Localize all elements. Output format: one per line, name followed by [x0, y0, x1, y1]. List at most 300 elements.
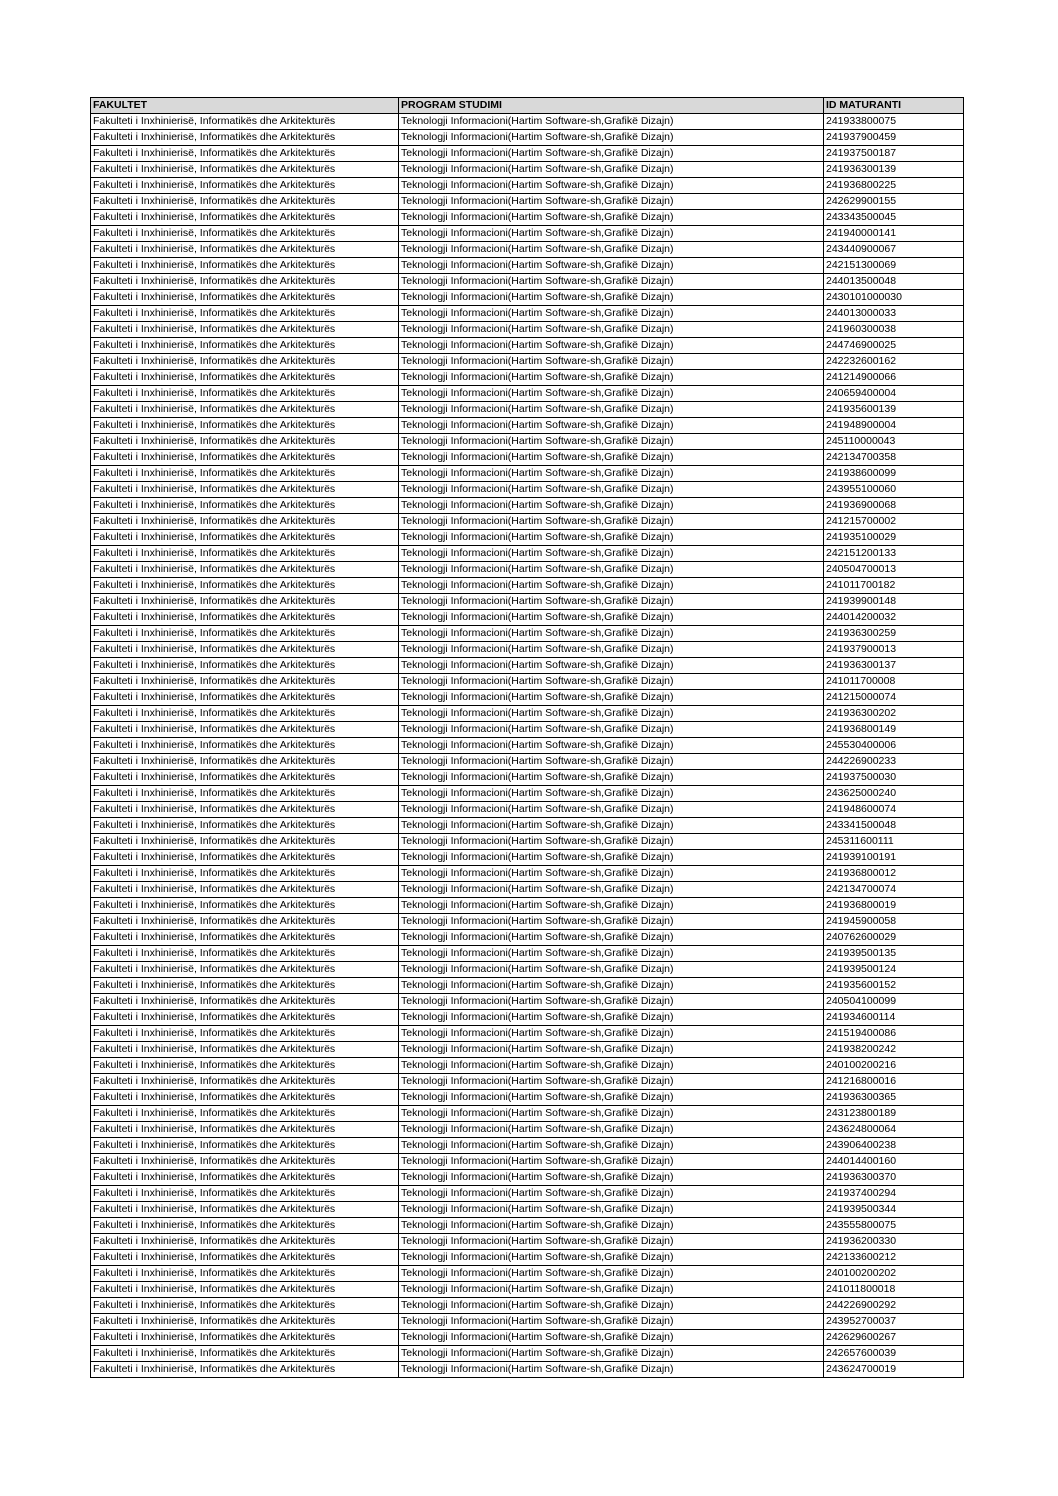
program-cell: Teknologji Informacioni(Hartim Software-sh,Grafikë Dizajn) [399, 594, 824, 610]
program-cell: Teknologji Informacioni(Hartim Software-sh,Grafikë Dizajn) [399, 242, 824, 258]
id-maturanti-cell: 243555800075 [824, 1218, 964, 1234]
table-row [91, 610, 964, 626]
fakultet-cell: Fakulteti i Inxhinierisë, Informatikës dhe Arkitekturës [91, 706, 399, 722]
fakultet-cell: Fakulteti i Inxhinierisë, Informatikës dhe Arkitekturës [91, 1330, 399, 1346]
fakultet-cell: Fakulteti i Inxhinierisë, Informatikës dhe Arkitekturës [91, 1346, 399, 1362]
id-maturanti-cell: 244013000033 [824, 306, 964, 322]
program-cell: Teknologji Informacioni(Hartim Software-sh,Grafikë Dizajn) [399, 1090, 824, 1106]
fakultet-cell: Fakulteti i Inxhinierisë, Informatikës dhe Arkitekturës [91, 1074, 399, 1090]
table-row [91, 1170, 964, 1186]
program-cell: Teknologji Informacioni(Hartim Software-sh,Grafikë Dizajn) [399, 674, 824, 690]
program-cell: Teknologji Informacioni(Hartim Software-sh,Grafikë Dizajn) [399, 1266, 824, 1282]
program-cell: Teknologji Informacioni(Hartim Software-sh,Grafikë Dizajn) [399, 306, 824, 322]
table-row [91, 930, 964, 946]
fakultet-cell: Fakulteti i Inxhinierisë, Informatikës dhe Arkitekturës [91, 818, 399, 834]
table-row [91, 706, 964, 722]
fakultet-cell: Fakulteti i Inxhinierisë, Informatikës dhe Arkitekturës [91, 258, 399, 274]
program-cell: Teknologji Informacioni(Hartim Software-sh,Grafikë Dizajn) [399, 1250, 824, 1266]
table-row [91, 626, 964, 642]
id-maturanti-cell: 241936800012 [824, 866, 964, 882]
fakultet-cell: Fakulteti i Inxhinierisë, Informatikës dhe Arkitekturës [91, 466, 399, 482]
fakultet-cell: Fakulteti i Inxhinierisë, Informatikës dhe Arkitekturës [91, 1314, 399, 1330]
program-cell: Teknologji Informacioni(Hartim Software-sh,Grafikë Dizajn) [399, 194, 824, 210]
program-cell: Teknologji Informacioni(Hartim Software-sh,Grafikë Dizajn) [399, 114, 824, 130]
fakultet-cell: Fakulteti i Inxhinierisë, Informatikës dhe Arkitekturës [91, 546, 399, 562]
table-row [91, 642, 964, 658]
id-maturanti-cell: 241936300259 [824, 626, 964, 642]
fakultet-cell: Fakulteti i Inxhinierisë, Informatikës dhe Arkitekturës [91, 978, 399, 994]
program-cell: Teknologji Informacioni(Hartim Software-sh,Grafikë Dizajn) [399, 402, 824, 418]
id-maturanti-cell: 243343500045 [824, 210, 964, 226]
table-row [91, 466, 964, 482]
table-row [91, 1234, 964, 1250]
table-row [91, 1090, 964, 1106]
table-row [91, 658, 964, 674]
fakultet-cell: Fakulteti i Inxhinierisë, Informatikës dhe Arkitekturës [91, 1138, 399, 1154]
fakultet-cell: Fakulteti i Inxhinierisë, Informatikës dhe Arkitekturës [91, 1154, 399, 1170]
students-table [90, 97, 964, 1378]
id-maturanti-cell: 244226900292 [824, 1298, 964, 1314]
id-maturanti-cell: 241936200330 [824, 1234, 964, 1250]
program-cell: Teknologji Informacioni(Hartim Software-sh,Grafikë Dizajn) [399, 930, 824, 946]
fakultet-cell: Fakulteti i Inxhinierisë, Informatikës dhe Arkitekturës [91, 658, 399, 674]
id-maturanti-cell: 241960300038 [824, 322, 964, 338]
table-row [91, 1314, 964, 1330]
program-cell: Teknologji Informacioni(Hartim Software-sh,Grafikë Dizajn) [399, 290, 824, 306]
fakultet-cell: Fakulteti i Inxhinierisë, Informatikës dhe Arkitekturës [91, 1186, 399, 1202]
table-row [91, 578, 964, 594]
program-cell: Teknologji Informacioni(Hartim Software-sh,Grafikë Dizajn) [399, 1298, 824, 1314]
program-cell: Teknologji Informacioni(Hartim Software-sh,Grafikë Dizajn) [399, 258, 824, 274]
table-row [91, 1042, 964, 1058]
fakultet-cell: Fakulteti i Inxhinierisë, Informatikës dhe Arkitekturës [91, 626, 399, 642]
fakultet-cell: Fakulteti i Inxhinierisë, Informatikës dhe Arkitekturës [91, 290, 399, 306]
table-row [91, 338, 964, 354]
program-cell: Teknologji Informacioni(Hartim Software-sh,Grafikë Dizajn) [399, 786, 824, 802]
id-maturanti-cell: 241215000074 [824, 690, 964, 706]
id-maturanti-cell: 241938600099 [824, 466, 964, 482]
program-cell: Teknologji Informacioni(Hartim Software-sh,Grafikë Dizajn) [399, 1282, 824, 1298]
fakultet-cell: Fakulteti i Inxhinierisë, Informatikës dhe Arkitekturës [91, 1218, 399, 1234]
id-maturanti-cell: 241934600114 [824, 1010, 964, 1026]
program-cell: Teknologji Informacioni(Hartim Software-sh,Grafikë Dizajn) [399, 1170, 824, 1186]
id-maturanti-cell: 241948900004 [824, 418, 964, 434]
fakultet-cell: Fakulteti i Inxhinierisë, Informatikës dhe Arkitekturës [91, 594, 399, 610]
program-cell: Teknologji Informacioni(Hartim Software-sh,Grafikë Dizajn) [399, 706, 824, 722]
id-maturanti-cell: 241945900058 [824, 914, 964, 930]
fakultet-cell: Fakulteti i Inxhinierisë, Informatikës dhe Arkitekturës [91, 930, 399, 946]
id-maturanti-cell: 240659400004 [824, 386, 964, 402]
fakultet-cell: Fakulteti i Inxhinierisë, Informatikës dhe Arkitekturës [91, 914, 399, 930]
fakultet-cell: Fakulteti i Inxhinierisë, Informatikës dhe Arkitekturës [91, 386, 399, 402]
program-cell: Teknologji Informacioni(Hartim Software-sh,Grafikë Dizajn) [399, 1058, 824, 1074]
id-maturanti-cell: 244226900233 [824, 754, 964, 770]
fakultet-cell: Fakulteti i Inxhinierisë, Informatikës dhe Arkitekturës [91, 450, 399, 466]
id-maturanti-cell: 240504100099 [824, 994, 964, 1010]
id-maturanti-cell: 241939100191 [824, 850, 964, 866]
table-row [91, 402, 964, 418]
table-row [91, 1026, 964, 1042]
id-maturanti-cell: 241935100029 [824, 530, 964, 546]
program-cell: Teknologji Informacioni(Hartim Software-sh,Grafikë Dizajn) [399, 226, 824, 242]
program-cell: Teknologji Informacioni(Hartim Software-sh,Grafikë Dizajn) [399, 450, 824, 466]
id-maturanti-cell: 241216800016 [824, 1074, 964, 1090]
program-cell: Teknologji Informacioni(Hartim Software-sh,Grafikë Dizajn) [399, 1106, 824, 1122]
table-row [91, 866, 964, 882]
id-maturanti-cell: 241936900068 [824, 498, 964, 514]
table-row [91, 882, 964, 898]
id-maturanti-cell: 241936800225 [824, 178, 964, 194]
fakultet-cell: Fakulteti i Inxhinierisë, Informatikës dhe Arkitekturës [91, 850, 399, 866]
program-cell: Teknologji Informacioni(Hartim Software-sh,Grafikë Dizajn) [399, 882, 824, 898]
id-maturanti-cell: 241936800149 [824, 722, 964, 738]
fakultet-cell: Fakulteti i Inxhinierisë, Informatikës dhe Arkitekturës [91, 898, 399, 914]
id-maturanti-cell: 242629600267 [824, 1330, 964, 1346]
program-cell: Teknologji Informacioni(Hartim Software-sh,Grafikë Dizajn) [399, 802, 824, 818]
program-cell: Teknologji Informacioni(Hartim Software-sh,Grafikë Dizajn) [399, 1346, 824, 1362]
id-maturanti-cell: 241011800018 [824, 1282, 964, 1298]
program-cell: Teknologji Informacioni(Hartim Software-sh,Grafikë Dizajn) [399, 850, 824, 866]
fakultet-cell: Fakulteti i Inxhinierisë, Informatikës dhe Arkitekturës [91, 242, 399, 258]
table-row [91, 1298, 964, 1314]
id-maturanti-cell: 240762600029 [824, 930, 964, 946]
id-maturanti-cell: 243906400238 [824, 1138, 964, 1154]
table-row [91, 482, 964, 498]
program-cell: Teknologji Informacioni(Hartim Software-sh,Grafikë Dizajn) [399, 1314, 824, 1330]
id-maturanti-cell: 241011700182 [824, 578, 964, 594]
id-maturanti-cell: 242133600212 [824, 1250, 964, 1266]
fakultet-cell: Fakulteti i Inxhinierisë, Informatikës dhe Arkitekturës [91, 354, 399, 370]
fakultet-cell: Fakulteti i Inxhinierisë, Informatikës dhe Arkitekturës [91, 114, 399, 130]
fakultet-cell: Fakulteti i Inxhinierisë, Informatikës dhe Arkitekturës [91, 674, 399, 690]
program-cell: Teknologji Informacioni(Hartim Software-sh,Grafikë Dizajn) [399, 1138, 824, 1154]
id-maturanti-cell: 241940000141 [824, 226, 964, 242]
program-cell: Teknologji Informacioni(Hartim Software-sh,Grafikë Dizajn) [399, 210, 824, 226]
id-maturanti-cell: 245110000043 [824, 434, 964, 450]
program-cell: Teknologji Informacioni(Hartim Software-sh,Grafikë Dizajn) [399, 770, 824, 786]
table-row [91, 1250, 964, 1266]
table-row [91, 1138, 964, 1154]
table-row [91, 754, 964, 770]
table-row [91, 258, 964, 274]
id-maturanti-cell: 241939900148 [824, 594, 964, 610]
fakultet-cell: Fakulteti i Inxhinierisë, Informatikës dhe Arkitekturës [91, 882, 399, 898]
id-maturanti-cell: 243624800064 [824, 1122, 964, 1138]
table-row [91, 962, 964, 978]
fakultet-cell: Fakulteti i Inxhinierisë, Informatikës dhe Arkitekturës [91, 146, 399, 162]
program-cell: Teknologji Informacioni(Hartim Software-sh,Grafikë Dizajn) [399, 978, 824, 994]
program-cell: Teknologji Informacioni(Hartim Software-sh,Grafikë Dizajn) [399, 658, 824, 674]
table-row [91, 1074, 964, 1090]
id-maturanti-cell: 241937500030 [824, 770, 964, 786]
fakultet-cell: Fakulteti i Inxhinierisë, Informatikës dhe Arkitekturës [91, 994, 399, 1010]
program-cell: Teknologji Informacioni(Hartim Software-sh,Grafikë Dizajn) [399, 946, 824, 962]
fakultet-cell: Fakulteti i Inxhinierisë, Informatikës dhe Arkitekturës [91, 498, 399, 514]
table-row [91, 194, 964, 210]
table-row [91, 1346, 964, 1362]
id-maturanti-cell: 241938200242 [824, 1042, 964, 1058]
fakultet-cell: Fakulteti i Inxhinierisë, Informatikës dhe Arkitekturës [91, 946, 399, 962]
fakultet-cell: Fakulteti i Inxhinierisë, Informatikës dhe Arkitekturës [91, 690, 399, 706]
fakultet-cell: Fakulteti i Inxhinierisë, Informatikës dhe Arkitekturës [91, 178, 399, 194]
program-cell: Teknologji Informacioni(Hartim Software-sh,Grafikë Dizajn) [399, 962, 824, 978]
table-row [91, 210, 964, 226]
id-maturanti-cell: 242134700074 [824, 882, 964, 898]
id-maturanti-cell: 244014200032 [824, 610, 964, 626]
fakultet-cell: Fakulteti i Inxhinierisë, Informatikës dhe Arkitekturës [91, 578, 399, 594]
program-cell: Teknologji Informacioni(Hartim Software-sh,Grafikë Dizajn) [399, 1218, 824, 1234]
table-row [91, 818, 964, 834]
fakultet-cell: Fakulteti i Inxhinierisë, Informatikës dhe Arkitekturës [91, 738, 399, 754]
table-row [91, 530, 964, 546]
fakultet-cell: Fakulteti i Inxhinierisë, Informatikës dhe Arkitekturës [91, 1234, 399, 1250]
table-row [91, 370, 964, 386]
fakultet-cell: Fakulteti i Inxhinierisë, Informatikës dhe Arkitekturës [91, 322, 399, 338]
program-cell: Teknologji Informacioni(Hartim Software-sh,Grafikë Dizajn) [399, 914, 824, 930]
table-row [91, 274, 964, 290]
id-maturanti-cell: 241935600139 [824, 402, 964, 418]
program-cell: Teknologji Informacioni(Hartim Software-sh,Grafikë Dizajn) [399, 562, 824, 578]
id-maturanti-cell: 241214900066 [824, 370, 964, 386]
fakultet-cell: Fakulteti i Inxhinierisë, Informatikës dhe Arkitekturës [91, 866, 399, 882]
fakultet-cell: Fakulteti i Inxhinierisë, Informatikës dhe Arkitekturës [91, 1362, 399, 1378]
program-cell: Teknologji Informacioni(Hartim Software-sh,Grafikë Dizajn) [399, 1026, 824, 1042]
table-row [91, 450, 964, 466]
fakultet-cell: Fakulteti i Inxhinierisë, Informatikës dhe Arkitekturës [91, 1106, 399, 1122]
table-row [91, 562, 964, 578]
table-row [91, 674, 964, 690]
table-row [91, 994, 964, 1010]
id-maturanti-cell: 241936300139 [824, 162, 964, 178]
fakultet-cell: Fakulteti i Inxhinierisë, Informatikës dhe Arkitekturës [91, 610, 399, 626]
fakultet-cell: Fakulteti i Inxhinierisë, Informatikës dhe Arkitekturës [91, 210, 399, 226]
table-row [91, 786, 964, 802]
id-maturanti-cell: 242151200133 [824, 546, 964, 562]
program-cell: Teknologji Informacioni(Hartim Software-sh,Grafikë Dizajn) [399, 1186, 824, 1202]
program-cell: Teknologji Informacioni(Hartim Software-sh,Grafikë Dizajn) [399, 386, 824, 402]
table-row [91, 1330, 964, 1346]
program-cell: Teknologji Informacioni(Hartim Software-sh,Grafikë Dizajn) [399, 162, 824, 178]
table-row [91, 178, 964, 194]
program-cell: Teknologji Informacioni(Hartim Software-sh,Grafikë Dizajn) [399, 1234, 824, 1250]
fakultet-cell: Fakulteti i Inxhinierisë, Informatikës dhe Arkitekturës [91, 1298, 399, 1314]
program-cell: Teknologji Informacioni(Hartim Software-sh,Grafikë Dizajn) [399, 1330, 824, 1346]
program-cell: Teknologji Informacioni(Hartim Software-sh,Grafikë Dizajn) [399, 130, 824, 146]
program-cell: Teknologji Informacioni(Hartim Software-sh,Grafikë Dizajn) [399, 1154, 824, 1170]
id-maturanti-cell: 240100200202 [824, 1266, 964, 1282]
fakultet-cell: Fakulteti i Inxhinierisë, Informatikës dhe Arkitekturës [91, 1170, 399, 1186]
id-maturanti-cell: 240504700013 [824, 562, 964, 578]
fakultet-cell: Fakulteti i Inxhinierisë, Informatikës dhe Arkitekturës [91, 194, 399, 210]
program-cell: Teknologji Informacioni(Hartim Software-sh,Grafikë Dizajn) [399, 1362, 824, 1378]
id-maturanti-cell: 2430101000030 [824, 290, 964, 306]
table-row [91, 690, 964, 706]
id-maturanti-cell: 242657600039 [824, 1346, 964, 1362]
id-maturanti-cell: 244746900025 [824, 338, 964, 354]
fakultet-cell: Fakulteti i Inxhinierisë, Informatikës dhe Arkitekturës [91, 418, 399, 434]
id-maturanti-cell: 242151300069 [824, 258, 964, 274]
program-cell: Teknologji Informacioni(Hartim Software-sh,Grafikë Dizajn) [399, 818, 824, 834]
id-maturanti-cell: 241519400086 [824, 1026, 964, 1042]
id-maturanti-cell: 243955100060 [824, 482, 964, 498]
fakultet-cell: Fakulteti i Inxhinierisë, Informatikës dhe Arkitekturës [91, 162, 399, 178]
table-row [91, 354, 964, 370]
fakultet-cell: Fakulteti i Inxhinierisë, Informatikës dhe Arkitekturës [91, 1026, 399, 1042]
table-row [91, 1106, 964, 1122]
table-row [91, 1282, 964, 1298]
id-maturanti-cell: 241936300365 [824, 1090, 964, 1106]
program-cell: Teknologji Informacioni(Hartim Software-sh,Grafikë Dizajn) [399, 754, 824, 770]
id-maturanti-cell: 245311600111 [824, 834, 964, 850]
program-cell: Teknologji Informacioni(Hartim Software-sh,Grafikë Dizajn) [399, 354, 824, 370]
table-row [91, 594, 964, 610]
program-cell: Teknologji Informacioni(Hartim Software-sh,Grafikë Dizajn) [399, 434, 824, 450]
table-row [91, 802, 964, 818]
program-cell: Teknologji Informacioni(Hartim Software-sh,Grafikë Dizajn) [399, 994, 824, 1010]
program-cell: Teknologji Informacioni(Hartim Software-sh,Grafikë Dizajn) [399, 898, 824, 914]
table-row [91, 946, 964, 962]
program-cell: Teknologji Informacioni(Hartim Software-sh,Grafikë Dizajn) [399, 338, 824, 354]
fakultet-cell: Fakulteti i Inxhinierisë, Informatikës dhe Arkitekturës [91, 1266, 399, 1282]
program-cell: Teknologji Informacioni(Hartim Software-sh,Grafikë Dizajn) [399, 1122, 824, 1138]
table-row [91, 290, 964, 306]
program-cell: Teknologji Informacioni(Hartim Software-sh,Grafikë Dizajn) [399, 178, 824, 194]
fakultet-cell: Fakulteti i Inxhinierisë, Informatikës dhe Arkitekturës [91, 770, 399, 786]
table-row [91, 738, 964, 754]
table-row [91, 1362, 964, 1378]
fakultet-cell: Fakulteti i Inxhinierisë, Informatikës dhe Arkitekturës [91, 1122, 399, 1138]
table-row [91, 1058, 964, 1074]
id-maturanti-cell: 242232600162 [824, 354, 964, 370]
table-row [91, 978, 964, 994]
id-maturanti-cell: 241939500124 [824, 962, 964, 978]
table-row [91, 418, 964, 434]
program-cell: Teknologji Informacioni(Hartim Software-sh,Grafikë Dizajn) [399, 514, 824, 530]
fakultet-cell: Fakulteti i Inxhinierisë, Informatikës dhe Arkitekturës [91, 1282, 399, 1298]
program-cell: Teknologji Informacioni(Hartim Software-sh,Grafikë Dizajn) [399, 1010, 824, 1026]
fakultet-cell: Fakulteti i Inxhinierisë, Informatikës dhe Arkitekturës [91, 754, 399, 770]
program-cell: Teknologji Informacioni(Hartim Software-sh,Grafikë Dizajn) [399, 642, 824, 658]
program-cell: Teknologji Informacioni(Hartim Software-sh,Grafikë Dizajn) [399, 1202, 824, 1218]
table-row [91, 130, 964, 146]
program-cell: Teknologji Informacioni(Hartim Software-sh,Grafikë Dizajn) [399, 482, 824, 498]
table-row [91, 386, 964, 402]
id-maturanti-cell: 243625000240 [824, 786, 964, 802]
program-cell: Teknologji Informacioni(Hartim Software-sh,Grafikë Dizajn) [399, 1042, 824, 1058]
header-program-studimi: PROGRAM STUDIMI [399, 98, 824, 114]
id-maturanti-cell: 241933800075 [824, 114, 964, 130]
table-row [91, 1154, 964, 1170]
table-row [91, 242, 964, 258]
fakultet-cell: Fakulteti i Inxhinierisë, Informatikës dhe Arkitekturës [91, 1090, 399, 1106]
fakultet-cell: Fakulteti i Inxhinierisë, Informatikës dhe Arkitekturës [91, 402, 399, 418]
table-row [91, 1122, 964, 1138]
table-row [91, 306, 964, 322]
id-maturanti-cell: 241215700002 [824, 514, 964, 530]
table-row [91, 914, 964, 930]
fakultet-cell: Fakulteti i Inxhinierisë, Informatikës dhe Arkitekturës [91, 722, 399, 738]
table-row [91, 1218, 964, 1234]
fakultet-cell: Fakulteti i Inxhinierisë, Informatikës dhe Arkitekturës [91, 962, 399, 978]
table-row [91, 898, 964, 914]
table-row [91, 322, 964, 338]
id-maturanti-cell: 241936800019 [824, 898, 964, 914]
id-maturanti-cell: 242629900155 [824, 194, 964, 210]
table-row [91, 546, 964, 562]
fakultet-cell: Fakulteti i Inxhinierisë, Informatikës dhe Arkitekturës [91, 130, 399, 146]
program-cell: Teknologji Informacioni(Hartim Software-sh,Grafikë Dizajn) [399, 866, 824, 882]
program-cell: Teknologji Informacioni(Hartim Software-sh,Grafikë Dizajn) [399, 322, 824, 338]
id-maturanti-cell: 241936300202 [824, 706, 964, 722]
id-maturanti-cell: 241011700008 [824, 674, 964, 690]
program-cell: Teknologji Informacioni(Hartim Software-sh,Grafikë Dizajn) [399, 418, 824, 434]
fakultet-cell: Fakulteti i Inxhinierisë, Informatikës dhe Arkitekturës [91, 642, 399, 658]
id-maturanti-cell: 241939500344 [824, 1202, 964, 1218]
table-row [91, 1266, 964, 1282]
id-maturanti-cell: 243952700037 [824, 1314, 964, 1330]
fakultet-cell: Fakulteti i Inxhinierisë, Informatikës dhe Arkitekturës [91, 562, 399, 578]
id-maturanti-cell: 241937900013 [824, 642, 964, 658]
id-maturanti-cell: 240100200216 [824, 1058, 964, 1074]
program-cell: Teknologji Informacioni(Hartim Software-sh,Grafikë Dizajn) [399, 834, 824, 850]
fakultet-cell: Fakulteti i Inxhinierisë, Informatikës dhe Arkitekturës [91, 1202, 399, 1218]
fakultet-cell: Fakulteti i Inxhinierisë, Informatikës dhe Arkitekturës [91, 786, 399, 802]
table-row [91, 722, 964, 738]
table-row [91, 114, 964, 130]
id-maturanti-cell: 244013500048 [824, 274, 964, 290]
program-cell: Teknologji Informacioni(Hartim Software-sh,Grafikë Dizajn) [399, 578, 824, 594]
id-maturanti-cell: 245530400006 [824, 738, 964, 754]
fakultet-cell: Fakulteti i Inxhinierisë, Informatikës dhe Arkitekturës [91, 338, 399, 354]
id-maturanti-cell: 241939500135 [824, 946, 964, 962]
program-cell: Teknologji Informacioni(Hartim Software-sh,Grafikë Dizajn) [399, 722, 824, 738]
fakultet-cell: Fakulteti i Inxhinierisë, Informatikës dhe Arkitekturës [91, 802, 399, 818]
fakultet-cell: Fakulteti i Inxhinierisë, Informatikës dhe Arkitekturës [91, 834, 399, 850]
program-cell: Teknologji Informacioni(Hartim Software-sh,Grafikë Dizajn) [399, 546, 824, 562]
id-maturanti-cell: 243624700019 [824, 1362, 964, 1378]
table-row [91, 1010, 964, 1026]
id-maturanti-cell: 241937900459 [824, 130, 964, 146]
program-cell: Teknologji Informacioni(Hartim Software-sh,Grafikë Dizajn) [399, 610, 824, 626]
header-fakultet: FAKULTET [91, 98, 399, 114]
table-row [91, 1202, 964, 1218]
fakultet-cell: Fakulteti i Inxhinierisë, Informatikës dhe Arkitekturës [91, 482, 399, 498]
program-cell: Teknologji Informacioni(Hartim Software-sh,Grafikë Dizajn) [399, 498, 824, 514]
program-cell: Teknologji Informacioni(Hartim Software-sh,Grafikë Dizajn) [399, 370, 824, 386]
fakultet-cell: Fakulteti i Inxhinierisë, Informatikës dhe Arkitekturës [91, 226, 399, 242]
id-maturanti-cell: 241937500187 [824, 146, 964, 162]
table-row [91, 498, 964, 514]
fakultet-cell: Fakulteti i Inxhinierisë, Informatikës dhe Arkitekturës [91, 514, 399, 530]
program-cell: Teknologji Informacioni(Hartim Software-sh,Grafikë Dizajn) [399, 690, 824, 706]
id-maturanti-cell: 243123800189 [824, 1106, 964, 1122]
program-cell: Teknologji Informacioni(Hartim Software-sh,Grafikë Dizajn) [399, 1074, 824, 1090]
program-cell: Teknologji Informacioni(Hartim Software-sh,Grafikë Dizajn) [399, 626, 824, 642]
table-row [91, 514, 964, 530]
fakultet-cell: Fakulteti i Inxhinierisë, Informatikës dhe Arkitekturës [91, 530, 399, 546]
id-maturanti-cell: 241935600152 [824, 978, 964, 994]
program-cell: Teknologji Informacioni(Hartim Software-sh,Grafikë Dizajn) [399, 146, 824, 162]
table-row [91, 146, 964, 162]
id-maturanti-cell: 241937400294 [824, 1186, 964, 1202]
table-row [91, 1186, 964, 1202]
id-maturanti-cell: 243440900067 [824, 242, 964, 258]
id-maturanti-cell: 241936300137 [824, 658, 964, 674]
table-row [91, 226, 964, 242]
program-cell: Teknologji Informacioni(Hartim Software-sh,Grafikë Dizajn) [399, 274, 824, 290]
fakultet-cell: Fakulteti i Inxhinierisë, Informatikës dhe Arkitekturës [91, 434, 399, 450]
header-row [91, 98, 964, 114]
